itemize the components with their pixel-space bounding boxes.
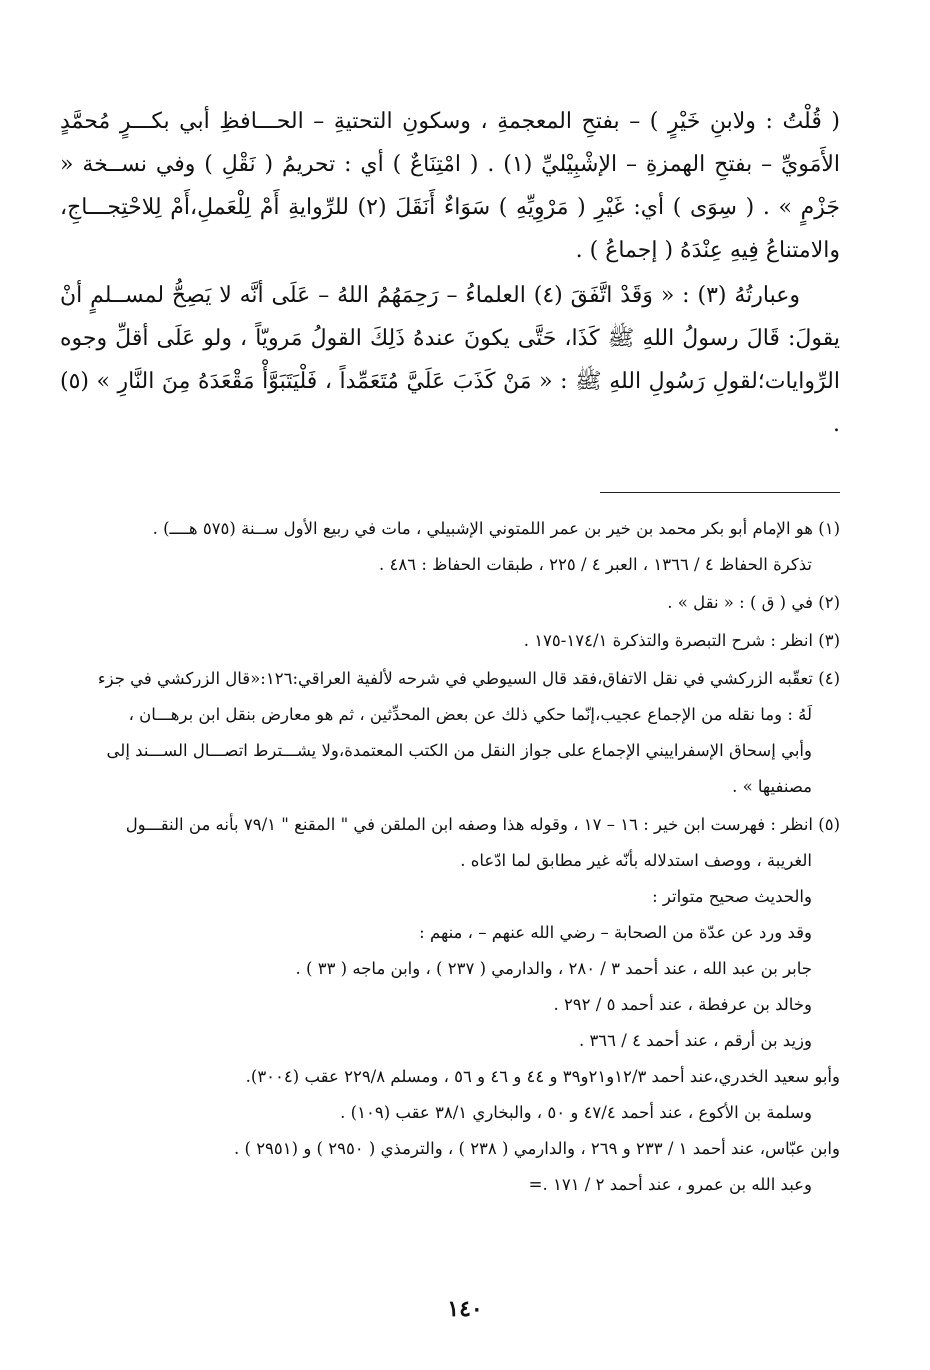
footnote-line: مصنفيها » .: [732, 777, 812, 796]
footnote-line: (٥) انظر : فهرست ابن خير : ١٦ – ١٧ ، وقوله هذا وصفه ابن الملقن في " المقنع " ٧٩/١ بأنه من النقـــول: [125, 815, 840, 834]
footnote-3: [60, 623, 840, 659]
footnote-line: وابن عبّاس، عند أحمد ١ / ٢٣٣ و ٢٦٩ ، والدارمي ( ٢٣٨ ) ، والترمذي ( ٢٩٥٠ ) و (٢٩٥١ ) .: [234, 1139, 840, 1158]
footnote-line: وأبو سعيد الخدري،عند أحمد ١٢/٣و٢١و٣٩ و ٤٤ و ٤٦ و ٥٦ ، ومسلم ٢٢٩/٨ عقب (٣٠٠٤).: [245, 1067, 840, 1086]
footnote-line: وعبد الله بن عمرو ، عند أحمد ٢ / ١٧١ .=: [528, 1175, 812, 1194]
footnote-line: والحديث صحيح متواتر :: [652, 887, 812, 906]
footnote-line: (٣) انظر : شرح التبصرة والتذكرة ١٧٤/١-١٧٥ .: [523, 631, 840, 650]
footnote-5: [60, 807, 840, 1203]
footnote-divider: [600, 492, 840, 493]
footnote-line: الغريبة ، ووصف استدلاله بأنّه غير مطابق لما ادّعاه .: [460, 851, 812, 870]
footnote-line: وسلمة بن الأكوع ، عند أحمد ٤٧/٤ و ٥٠ ، والبخاري ٣٨/١ عقب (١٠٩) .: [340, 1103, 812, 1122]
footnote-line: جابر بن عبد الله ، عند أحمد ٣ / ٢٨٠ ، والدارمي ( ٢٣٧ ) ، وابن ماجه ( ٣٣ ) .: [295, 959, 812, 978]
footnote-line: وقد ورد عن عدّة من الصحابة – رضي الله عنهم – ، منهم :: [419, 923, 812, 942]
footnote-line: (٤) تعقّبه الزركشي في نقل الاتفاق،فقد قال السيوطي في شرحه لألفية العراقي:١٢٦:«قال الزركشي في جزء: [97, 669, 840, 688]
footnote-line: وخالد بن عرفطة ، عند أحمد ٥ / ٢٩٢ .: [553, 995, 812, 1014]
page-body: [60, 100, 840, 1205]
footnote-line: (٢) في ( ق ) : « نقل » .: [667, 593, 840, 612]
main-line: « جَزْمٍ » . ( سِوَى ) أي: غَيْرِ ( مَرْوِيِّهِ ) سَوَاءٌ أَنَقَلَ (٢) للرِّوايةِ أَمْ لِلْعَملِ،أَمْ لِلاحْتِجـــاجِ،: [60, 152, 840, 220]
main-line: وعبارتُهُ (٣) : « وَقَدْ اتَّفَقَ (٤) العلماءُ – رَحِمَهُمُ اللهُ – عَلَى أنَّه لا يَصِحُّ لمســلمٍ أنْ: [60, 283, 800, 308]
footnote-line: وأبي إسحاق الإسفراييني الإجماع على جواز النقل من الكتب المعتمدة،ولا يشـــترط اتصـــال الســـند إلى: [106, 741, 812, 760]
paragraph-2: [60, 274, 840, 446]
main-line: يقولَ: قَالَ رسولُ اللهِ ﷺ كَذَا، حَتَّى يكونَ عندهُ ذَلِكَ القولُ مَرويّاً ، ولو عَلَى أقلِّ وجوه: [60, 326, 840, 351]
footnote-1: [60, 511, 840, 583]
footnote-2: [60, 585, 840, 621]
footnotes: [60, 511, 840, 1203]
main-line: مُحمَّدٍ الأَمَويِّ – بفتحِ الهمزةِ – الإشْبِيْليِّ (١) . ( امْتِنَاعٌ ) أي : تحريمُ ( نَقْلِ ) وفي نســخة: [60, 109, 841, 177]
page-number: ١٤٠: [447, 1296, 483, 1322]
footnote-4: [60, 661, 840, 805]
footnote-line: وزيد بن أرقم ، عند أحمد ٤ / ٣٦٦ .: [578, 1031, 812, 1050]
main-line: والامتناعُ فِيهِ عِنْدَهُ ( إجماعُ ) .: [575, 238, 840, 263]
footnote-line: (١) هو الإمام أبو بكر محمد بن خير بن عمر اللمتوني الإشبيلي ، مات في ربيع الأول ســنة (٥٧٥ هــــ) .: [152, 519, 840, 538]
main-text: [60, 100, 840, 446]
footnote-line: لَهُ : وما نقله من الإجماع عجيب،إنّما حكي ذلك عن بعض المحدِّثين ، ثم هو معارض بنقل ابن برهـــان ،: [128, 705, 812, 724]
main-line: ( قُلْتُ : ولابنِ خَيْرٍ ) – بفتحِ المعجمةِ ، وسكونِ التحتيةِ – الحـــافظِ أبي بكـــرٍ: [119, 109, 840, 134]
paragraph-1: [60, 100, 840, 272]
main-line: الرِّوايات؛لقولِ رَسُولِ اللهِ ﷺ : « مَنْ كَذَبَ عَلَيَّ مُتَعَمِّداً ، فَلْيَتَبَوَّأْ مَقْعَدَهُ مِنَ النَّارِ » (٥) .: [60, 369, 840, 437]
footnote-line: تذكرة الحفاظ ٤ / ١٣٦٦ ، العبر ٤ / ٢٢٥ ، طبقات الحفاظ : ٤٨٦ .: [378, 555, 812, 574]
